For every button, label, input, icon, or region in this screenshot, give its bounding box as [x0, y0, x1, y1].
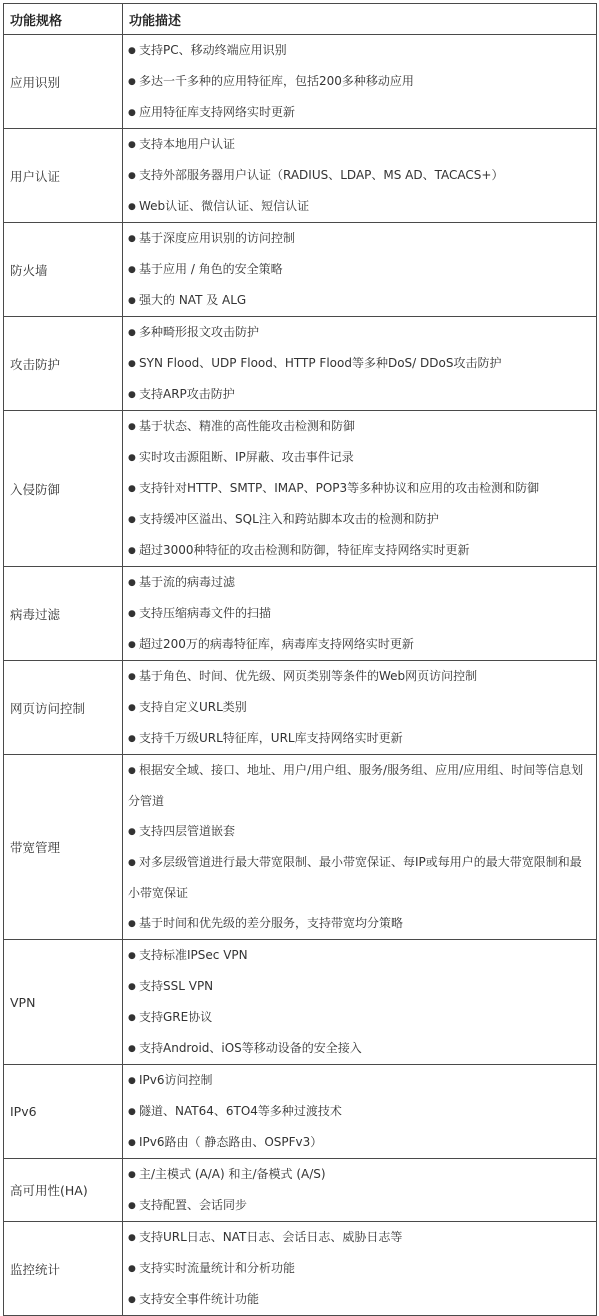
list-item [128, 379, 592, 410]
list-item [128, 1190, 592, 1221]
feature-description-cell [123, 940, 597, 1065]
list-item-text: SYN Flood、UDP Flood、HTTP Flood等多种DoS/ DDoS攻击防护 [139, 356, 502, 370]
list-item [128, 1222, 592, 1253]
bullet-icon: ● [128, 827, 136, 837]
list-item-text: 基于角色、时间、优先级、网页类别等条件的Web网页访问控制 [139, 669, 478, 683]
bullet-icon: ● [128, 359, 136, 369]
list-item [128, 908, 592, 939]
feature-description-list [128, 940, 592, 1064]
list-item-text: 支持实时流量统计和分析功能 [139, 1261, 296, 1275]
list-item-text: IPv6访问控制 [139, 1073, 213, 1087]
list-item [128, 971, 592, 1002]
list-item [128, 129, 592, 160]
list-item-text: 超过3000种特征的攻击检测和防御，特征库支持网络实时更新 [139, 543, 470, 557]
list-item [128, 1065, 592, 1096]
bullet-icon: ● [128, 77, 136, 87]
header-feature-name: 功能规格 [4, 4, 123, 35]
list-item [128, 223, 592, 254]
list-item [128, 317, 592, 348]
bullet-icon: ● [128, 640, 136, 650]
table-row [4, 1159, 597, 1222]
list-item-text: 支持自定义URL类别 [139, 700, 247, 714]
list-item [128, 504, 592, 535]
list-item-text: 多达一千多种的应用特征库，包括200多种移动应用 [139, 74, 414, 88]
header-feature-description: 功能描述 [123, 4, 597, 35]
list-item-text: 支持配置、会话同步 [139, 1198, 248, 1212]
list-item-text: 隧道、NAT64、6TO4等多种过渡技术 [139, 1104, 342, 1118]
bullet-icon: ● [128, 108, 136, 118]
feature-name-cell: 用户认证 [4, 129, 123, 223]
bullet-icon: ● [128, 1107, 136, 1117]
list-item-text: 基于应用 / 角色的安全策略 [139, 262, 283, 276]
list-item-text: Web认证、微信认证、短信认证 [139, 199, 310, 213]
bullet-icon: ● [128, 1013, 136, 1023]
bullet-icon: ● [128, 234, 136, 244]
list-item [128, 1033, 592, 1064]
feature-name-cell: VPN [4, 940, 123, 1065]
list-item-text: 支持压缩病毒文件的扫描 [139, 606, 272, 620]
bullet-icon: ● [128, 46, 136, 56]
list-item-text: 支持缓冲区溢出、SQL注入和跨站脚本攻击的检测和防护 [139, 512, 439, 526]
list-item-text: 基于状态、精准的高性能攻击检测和防御 [139, 419, 356, 433]
list-item [128, 629, 592, 660]
list-item [128, 191, 592, 222]
bullet-icon: ● [128, 1295, 136, 1305]
list-item [128, 598, 592, 629]
list-item [128, 847, 592, 908]
bullet-icon: ● [128, 1170, 136, 1180]
list-item [128, 940, 592, 971]
feature-description-cell [123, 411, 597, 567]
bullet-icon: ● [128, 140, 136, 150]
bullet-icon: ● [128, 766, 136, 776]
list-item [128, 567, 592, 598]
table-header-row [4, 4, 597, 35]
feature-description-list [128, 223, 592, 316]
list-item-text: 支持SSL VPN [139, 979, 214, 993]
bullet-icon: ● [128, 265, 136, 275]
bullet-icon: ● [128, 171, 136, 181]
list-item [128, 35, 592, 66]
feature-description-cell [123, 35, 597, 129]
feature-name-cell: 病毒过滤 [4, 567, 123, 661]
list-item-text: 主/主模式 (A/A) 和主/备模式 (A/S) [139, 1167, 326, 1181]
list-item [128, 473, 592, 504]
list-item [128, 442, 592, 473]
list-item-text: 对多层级管道进行最大带宽限制、最小带宽保证、每IP或每用户的最大带宽限制和最小带宽保证 [128, 855, 582, 900]
feature-description-cell [123, 1222, 597, 1316]
list-item-text: 基于流的病毒过滤 [139, 575, 236, 589]
list-item-text: 多种畸形报文攻击防护 [139, 325, 260, 339]
feature-description-list [128, 411, 592, 566]
table-row [4, 129, 597, 223]
feature-description-cell [123, 317, 597, 411]
bullet-icon: ● [128, 982, 136, 992]
list-item-text: 支持安全事件统计功能 [139, 1292, 260, 1306]
feature-description-list [128, 1065, 592, 1158]
list-item [128, 97, 592, 128]
bullet-icon: ● [128, 1138, 136, 1148]
bullet-icon: ● [128, 734, 136, 744]
table-row [4, 755, 597, 940]
list-item [128, 692, 592, 723]
list-item-text: 支持外部服务器用户认证（RADIUS、LDAP、MS AD、TACACS+） [139, 168, 504, 182]
list-item [128, 1284, 592, 1315]
list-item-text: 实时攻击源阻断、IP屏蔽、攻击事件记录 [139, 450, 354, 464]
bullet-icon: ● [128, 422, 136, 432]
list-item [128, 254, 592, 285]
list-item [128, 348, 592, 379]
feature-description-list [128, 317, 592, 410]
list-item-text: 基于深度应用识别的访问控制 [139, 231, 296, 245]
feature-name-cell: 防火墙 [4, 223, 123, 317]
bullet-icon: ● [128, 672, 136, 682]
list-item [128, 535, 592, 566]
list-item [128, 661, 592, 692]
bullet-icon: ● [128, 1233, 136, 1243]
feature-description-list [128, 1222, 592, 1315]
feature-spec-table [3, 3, 597, 1316]
feature-description-cell [123, 755, 597, 940]
list-item [128, 160, 592, 191]
list-item-text: 基于时间和优先级的差分服务，支持带宽均分策略 [139, 916, 404, 930]
list-item-text: 根据安全域、接口、地址、用户/用户组、服务/服务组、应用/应用组、时间等信息划分管道 [128, 763, 584, 808]
bullet-icon: ● [128, 390, 136, 400]
feature-description-list [128, 755, 592, 939]
table-row [4, 317, 597, 411]
table-row [4, 567, 597, 661]
list-item [128, 66, 592, 97]
feature-name-cell: IPv6 [4, 1065, 123, 1159]
bullet-icon: ● [128, 484, 136, 494]
list-item-text: 支持四层管道嵌套 [139, 824, 236, 838]
list-item-text: 支持GRE协议 [139, 1010, 213, 1024]
bullet-icon: ● [128, 1201, 136, 1211]
list-item-text: 支持针对HTTP、SMTP、IMAP、POP3等多种协议和应用的攻击检测和防御 [139, 481, 540, 495]
list-item-text: 支持PC、移动终端应用识别 [139, 43, 287, 57]
feature-description-list [128, 35, 592, 128]
feature-name-cell: 网页访问控制 [4, 661, 123, 755]
bullet-icon: ● [128, 1076, 136, 1086]
bullet-icon: ● [128, 202, 136, 212]
table-row [4, 940, 597, 1065]
table-row [4, 223, 597, 317]
table-row [4, 35, 597, 129]
list-item [128, 1127, 592, 1158]
list-item [128, 285, 592, 316]
list-item-text: 应用特征库支持网络实时更新 [139, 105, 296, 119]
feature-name-cell: 应用识别 [4, 35, 123, 129]
list-item-text: 强大的 NAT 及 ALG [139, 293, 247, 307]
table-row [4, 1065, 597, 1159]
bullet-icon: ● [128, 546, 136, 556]
feature-description-list [128, 129, 592, 222]
feature-description-cell [123, 661, 597, 755]
feature-description-list [128, 1159, 592, 1221]
feature-name-cell: 入侵防御 [4, 411, 123, 567]
feature-description-list [128, 661, 592, 754]
feature-description-cell [123, 223, 597, 317]
feature-description-list [128, 567, 592, 660]
bullet-icon: ● [128, 919, 136, 929]
bullet-icon: ● [128, 1264, 136, 1274]
list-item [128, 816, 592, 847]
table-row [4, 411, 597, 567]
bullet-icon: ● [128, 515, 136, 525]
list-item-text: 支持千万级URL特征库，URL库支持网络实时更新 [139, 731, 403, 745]
table-row [4, 1222, 597, 1316]
feature-description-cell [123, 1159, 597, 1222]
list-item-text: 超过200万的病毒特征库，病毒库支持网络实时更新 [139, 637, 414, 651]
list-item-text: 支持URL日志、NAT日志、会话日志、威胁日志等 [139, 1230, 403, 1244]
feature-name-cell: 攻击防护 [4, 317, 123, 411]
bullet-icon: ● [128, 453, 136, 463]
feature-name-cell: 高可用性(HA) [4, 1159, 123, 1222]
bullet-icon: ● [128, 609, 136, 619]
feature-name-cell: 监控统计 [4, 1222, 123, 1316]
list-item [128, 1002, 592, 1033]
list-item-text: 支持标准IPSec VPN [139, 948, 248, 962]
feature-description-cell [123, 129, 597, 223]
bullet-icon: ● [128, 578, 136, 588]
list-item [128, 1159, 592, 1190]
bullet-icon: ● [128, 296, 136, 306]
bullet-icon: ● [128, 1044, 136, 1054]
list-item [128, 411, 592, 442]
list-item-text: 支持Android、iOS等移动设备的安全接入 [139, 1041, 362, 1055]
list-item [128, 1253, 592, 1284]
bullet-icon: ● [128, 703, 136, 713]
bullet-icon: ● [128, 328, 136, 338]
bullet-icon: ● [128, 951, 136, 961]
list-item-text: 支持本地用户认证 [139, 137, 236, 151]
table-row [4, 661, 597, 755]
table-body [4, 35, 597, 1316]
list-item [128, 1096, 592, 1127]
list-item [128, 723, 592, 754]
list-item-text: IPv6路由（ 静态路由、OSPFv3） [139, 1135, 323, 1149]
feature-description-cell [123, 1065, 597, 1159]
feature-name-cell: 带宽管理 [4, 755, 123, 940]
feature-description-cell [123, 567, 597, 661]
bullet-icon: ● [128, 858, 136, 868]
list-item-text: 支持ARP攻击防护 [139, 387, 235, 401]
list-item [128, 755, 592, 816]
